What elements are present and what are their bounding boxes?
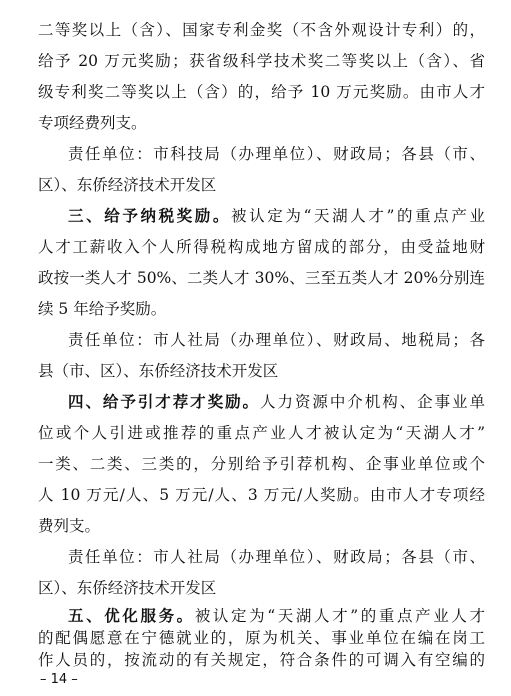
text-line [38,237,485,257]
line-text: 续 5 年给予奖励。 [38,300,167,318]
text-line [38,51,485,71]
text-line [38,82,485,102]
text-line [38,175,485,195]
line-text: 费列支。 [38,517,101,535]
section-heading: 三、给予纳税奖励。 [68,206,232,225]
line-text: 级专利奖二等奖以上（含）的，给予 10 万元奖励。由市人才 [38,83,485,101]
text-line [38,423,485,443]
responsible-unit-line [68,547,485,567]
line-text: 人 10 万元/人、5 万元/人、3 万元/人奖励。由市人才专项经 [38,486,485,504]
section-heading: 五、优化服务。 [68,606,195,625]
text-line [38,485,485,505]
text-line [38,113,485,133]
line-text: 位或个人引进或推荐的重点产业人才被认定为“天湖人才” [38,424,485,442]
section-5-heading-line [68,606,485,626]
section-heading: 四、给予引才荐才奖励。 [68,392,261,411]
line-text: 二等奖以上（含）、国家专利金奖（不含外观设计专利）的， [38,21,485,39]
line-text: 专项经费列支。 [38,114,147,132]
text-line [38,20,485,40]
line-text: 责任单位：市科技局（办理单位）、财政局；各县（市、 [68,145,485,163]
line-text: 作人员的，按流动的有关规定，符合条件的可调入有空编的 [38,651,485,669]
line-text: 县（市、区）、东侨经济技术开发区 [38,362,279,380]
line-text: 责任单位：市人社局（办理单位）、财政局、地税局；各 [68,331,485,349]
line-text: 给予 20 万元奖励；获省级科学技术奖二等奖以上（含）、省 [38,52,485,70]
line-text: 区）、东侨经济技术开发区 [38,176,217,194]
text-line [38,454,485,474]
line-text: 政按一类人才 50%、二类人才 30%、三至五类人才 20%分别连 [38,269,485,287]
page-number: – 14 – [40,672,78,687]
text-line [38,268,485,288]
line-text: 人力资源中介机构、企事业单 [260,393,485,411]
line-text: 人才工薪收入个人所得税构成地方留成的部分，由受益地财 [38,238,485,256]
section-3-heading-line [68,206,485,226]
section-4-heading-line [68,392,485,412]
text-line [38,361,485,381]
text-line [38,650,485,670]
text-line [38,516,485,536]
line-text: 被认定为“天湖人才”的重点产业 [231,207,485,225]
text-line [38,299,485,319]
line-text: 被认定为“天湖人才”的重点产业人才 [194,607,485,625]
text-line [38,628,485,648]
line-text: 责任单位：市人社局（办理单位）、财政局；各县（市、 [68,548,485,566]
text-line [38,578,485,598]
line-text: 一类、二类、三类的，分别给予引荐机构、企事业单位或个 [38,455,485,473]
line-text: 区）、东侨经济技术开发区 [38,579,217,597]
responsible-unit-line [68,330,485,350]
responsible-unit-line [68,144,485,164]
line-text: 的配偶愿意在宁德就业的，原为机关、事业单位在编在岗工 [38,629,485,647]
